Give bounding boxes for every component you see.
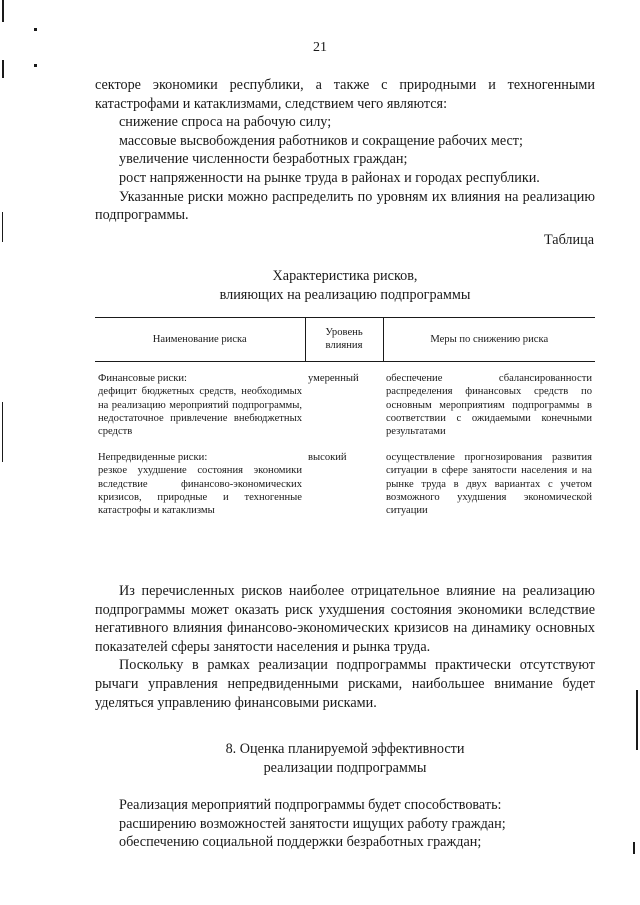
risk-title: Непредвиденные риски: — [98, 451, 208, 463]
scan-mark — [2, 0, 4, 22]
scan-mark — [2, 212, 3, 242]
section8-body — [95, 796, 595, 852]
risk-detail: резкое ухудшение состояния экономики вследствие финансово-экономических кризисов, природные и техногенные катастрофы и катаклизмы — [98, 465, 302, 517]
risk-table — [95, 317, 595, 520]
analysis-paragraph: Из перечисленных рисков наиболее отрицательное влияние на реализацию подпрограммы может оказать риск ухудшения состояния экономики вследствие негативного влияния финансово-экономических кризисов на динамику основных показателей сферы занятости населения и рынка труда. — [95, 583, 595, 655]
table-row — [95, 361, 595, 441]
list-item: массовые высвобождения работников и сокращение рабочих мест; — [119, 132, 523, 149]
list-item: снижение спроса на рабочую силу; — [119, 114, 332, 131]
scan-mark — [633, 842, 635, 854]
risk-name-cell — [95, 361, 305, 441]
analysis-paragraph: Поскольку в рамках реализации подпрограммы практически отсутствуют рычаги управления непредвиденными рисками, наибольшее внимание будет уделяться управлению финансовыми рисками. — [95, 657, 595, 711]
header-mitigation: Меры по снижению риска — [383, 318, 595, 362]
list-item: рост напряженности на рынке труда в районах и городах республики. — [119, 169, 540, 186]
list-item: обеспечению социальной поддержки безработных граждан; — [119, 834, 482, 851]
scan-mark — [34, 64, 37, 67]
list-item: увеличение численности безработных граждан; — [119, 151, 408, 168]
table-caption-line: Характеристика рисков, — [272, 268, 418, 284]
scan-mark — [2, 402, 3, 462]
section8-lead: Реализация мероприятий подпрограммы будет способствовать: — [119, 797, 502, 813]
header-risk-name: Наименование риска — [95, 318, 305, 362]
risk-title: Финансовые риски: — [98, 372, 187, 384]
intro-lead: секторе экономики республики, а также с природными и техногенными катастрофами и катаклизмами, следствием чего являются: — [95, 77, 595, 112]
risk-detail: дефицит бюджетных средств, необходимых на реализацию мероприятий подпрограммы, недостаточное привлечение внебюджетных средств — [98, 386, 302, 438]
risk-name-cell — [95, 441, 305, 520]
scan-mark — [34, 28, 37, 31]
impact-level-cell: умеренный — [308, 372, 359, 384]
mitigation-cell: обеспечение сбалансированности распределения финансовых средств по основным мероприятиям подпрограммы в соответствии с ожидаемыми конечными результатами — [386, 372, 592, 438]
scan-mark — [2, 60, 4, 78]
table-header-row — [95, 318, 595, 362]
table-caption-line: влияющих на реализацию подпрограммы — [219, 286, 471, 303]
header-impact-level: Уровень влияния — [305, 318, 383, 362]
table-caption — [95, 267, 595, 304]
intro-closing: Указанные риски можно распределить по уровням их влияния на реализацию подпрограммы. — [95, 188, 595, 224]
table-label: Таблица — [543, 232, 594, 248]
page-number: 21 — [313, 40, 327, 55]
scan-mark — [636, 690, 638, 750]
table-row — [95, 441, 595, 520]
section-heading — [95, 740, 595, 777]
section-heading-line: 8. Оценка планируемой эффективности — [225, 741, 465, 757]
mitigation-cell: осуществление прогнозирования развития ситуации в сфере занятости населения и на рынке труда в двух вариантах с учетом возможного ухудшения экономической ситуации — [386, 451, 592, 517]
section-heading-line: реализации подпрограммы — [263, 759, 427, 776]
impact-level-cell: высокий — [308, 451, 347, 463]
analysis-section — [95, 582, 595, 712]
intro-section — [95, 76, 595, 225]
list-item: расширению возможностей занятости ищущих работу граждан; — [119, 815, 506, 832]
